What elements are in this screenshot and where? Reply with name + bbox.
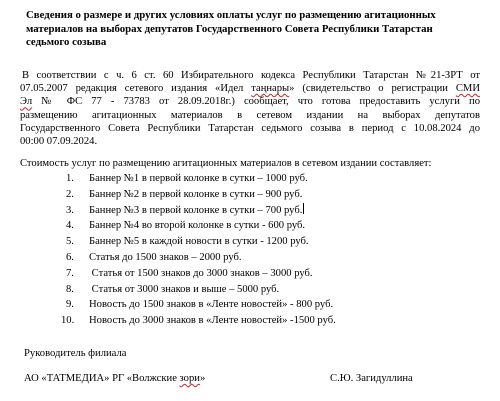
item-text: Баннер №2 в первой колонке в сутки – 900 руб.	[89, 188, 303, 200]
item-number: 5.	[66, 236, 74, 248]
intro-line-3	[20, 95, 480, 108]
item-text: Статья до 1500 знаков – 2000 руб.	[89, 251, 242, 263]
item-number: 9.	[66, 299, 74, 311]
item-text: Баннер №5 в каждой новости в сутки - 1200 руб.	[89, 236, 309, 248]
organization-name-end: »	[199, 373, 206, 384]
item-text-value: Баннер №3 в первой колонке в сутки – 700 руб.	[89, 204, 303, 216]
text-cursor	[303, 203, 304, 214]
item-number: 6.	[66, 251, 74, 263]
organization-name	[24, 372, 205, 385]
price-list-item	[66, 282, 426, 298]
intro-line-2	[20, 82, 480, 95]
price-list-item	[66, 234, 426, 250]
title-line-2: материалов на выборах депутатов Государственного Совета Республики Татарстан	[26, 22, 433, 35]
organization-name-text: АО «ТАТМЕДИА» РГ «Волжские	[24, 373, 180, 384]
item-text: Новость до 3000 знаков в «Ленте новостей» -1500 руб.	[89, 315, 336, 327]
intro-line-4: размещению агитационных материалов в сетевом издании на выборах депутатов	[20, 109, 480, 121]
price-list-item	[61, 313, 426, 329]
spellcheck-word-tannary: таңнары	[251, 83, 290, 95]
price-list-item	[66, 187, 426, 203]
item-text: Статья от 1500 знаков до 3000 знаков – 3000 руб.	[89, 267, 313, 279]
price-list	[61, 171, 426, 329]
intro-line-2-text: 07.05.2007 редакция сетевого издания «Идел	[20, 83, 252, 95]
document-title	[26, 9, 478, 50]
item-number: 1.	[66, 173, 74, 184]
item-number: 10.	[61, 315, 75, 327]
item-number: 8.	[66, 283, 74, 295]
title-line-3: седьмого созыва	[26, 36, 107, 49]
intro-line-6: 00:00 07.09.2024.	[20, 136, 98, 148]
item-number: 7.	[66, 267, 74, 279]
spellcheck-word-el: Эл	[20, 96, 33, 108]
item-number: 4.	[66, 220, 74, 232]
item-text: Статья от 3000 знаков и выше – 5000 руб.	[89, 283, 280, 295]
item-number: 3.	[66, 204, 74, 216]
cost-heading: Стоимость услуг по размещению агитационных материалов в сетевом издании составляет:	[20, 158, 432, 169]
intro-line-5: Государственного Совета Республики Татарстан седьмого созыва в период с 10.08.2024 до	[20, 122, 480, 134]
intro-line-3-text: № ФС 77 - 73783 от 28.09.2018г.) сообщает, что готова предоставить услуги по	[32, 96, 480, 108]
title-line-1: Сведения о размере и других условиях оплаты услуг по размещению агитационных	[26, 9, 436, 21]
position-title: Руководитель филиала	[24, 348, 127, 359]
price-list-item	[66, 171, 426, 187]
price-list-item	[66, 250, 426, 266]
intro-line-1: В соответствии с ч. 6 ст. 60 Избирательного кодекса Республики Татарстан №21-ЗРТ от	[22, 70, 480, 81]
intro-paragraph	[20, 69, 480, 148]
price-list-item	[66, 218, 426, 234]
price-list-item	[66, 297, 426, 313]
item-text: Баннер №1 в первой колонке в сутки – 1000 руб.	[89, 173, 308, 184]
item-text: Баннер №4 во второй колонке в сутки - 600 руб.	[89, 220, 306, 232]
spellcheck-word-zori: зори	[179, 373, 200, 384]
spellcheck-word-smi: СМИ	[455, 83, 480, 95]
item-text: Новость до 1500 знаков в «Ленте новостей» - 800 руб.	[89, 299, 334, 311]
item-number: 2.	[66, 188, 74, 200]
signer-name: С.Ю. Загидуллина	[330, 373, 413, 384]
intro-line-2-text-b: » (свидетельство о регистрации	[289, 83, 456, 95]
item-text	[89, 203, 304, 219]
price-list-item	[66, 203, 426, 219]
price-list-item	[66, 266, 426, 282]
